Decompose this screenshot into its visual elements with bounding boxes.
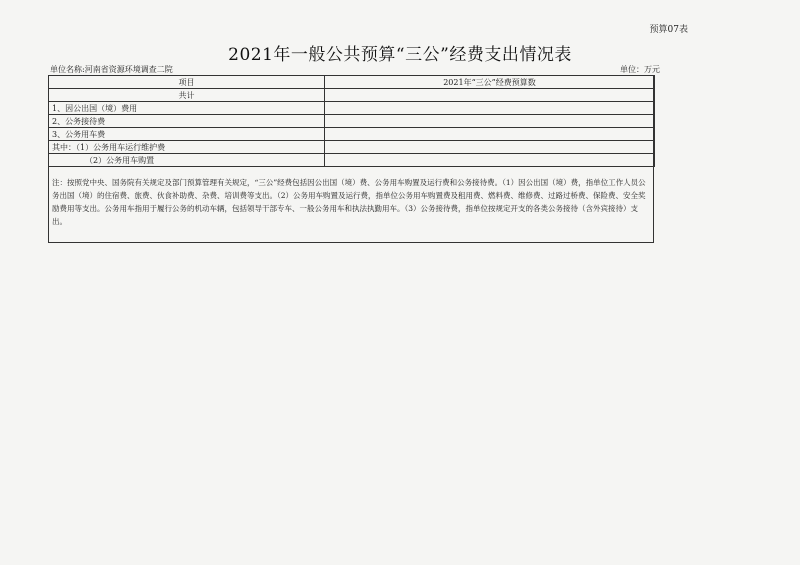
row-label: 1、因公出国（境）费用 [49, 102, 325, 115]
table-header-row [49, 76, 655, 89]
row-value [325, 102, 655, 115]
row-label: 2、公务接待费 [49, 115, 325, 128]
row-value [325, 141, 655, 154]
row-label: 其中：（1）公务用车运行维护费 [49, 141, 325, 154]
table-row [49, 141, 655, 154]
row-label: 共计 [49, 89, 325, 102]
row-label: 3、公务用车费 [49, 128, 325, 141]
column-header-item: 项目 [49, 76, 325, 89]
row-value [325, 89, 655, 102]
table-row [49, 115, 655, 128]
row-value [325, 128, 655, 141]
row-value [325, 115, 655, 128]
row-value [325, 154, 655, 167]
table-row-total [49, 89, 655, 102]
column-header-budget: 2021年“三公”经费预算数 [325, 76, 655, 89]
unit-name: 单位名称:河南省资源环境调查二院 [50, 65, 173, 74]
footnote: 注：按照党中央、国务院有关规定及部门预算管理有关规定，“三公”经费包括因公出国（境）费、公务用车购置及运行费和公务接待费。（1）因公出国（境）费，指单位工作人员公务出国（境）的住宿费、旅费、伙食补助费、杂费、培训费等支出。（2）公务用车购置及运行费，指单位公务用车购置费及租用费、燃料费、维修费、过路过桥费、保险费、安全奖励费用等支出。公务用车指用于履行公务的机动车辆，包括领导干部专车、一般公务用车和执法执勤用车。（3）公务接待费，指单位按规定开支的各类公务接待（含外宾接待）支出。 [48, 172, 654, 243]
form-code: 预算07表 [649, 25, 688, 35]
budget-table [48, 75, 655, 167]
table-row [49, 154, 655, 167]
currency-unit: 单位：万元 [620, 65, 660, 74]
table-row [49, 128, 655, 141]
page-title: 2021年一般公共预算“三公”经费支出情况表 [228, 45, 572, 65]
row-label: （2）公务用车购置 [49, 154, 325, 167]
table-row [49, 102, 655, 115]
